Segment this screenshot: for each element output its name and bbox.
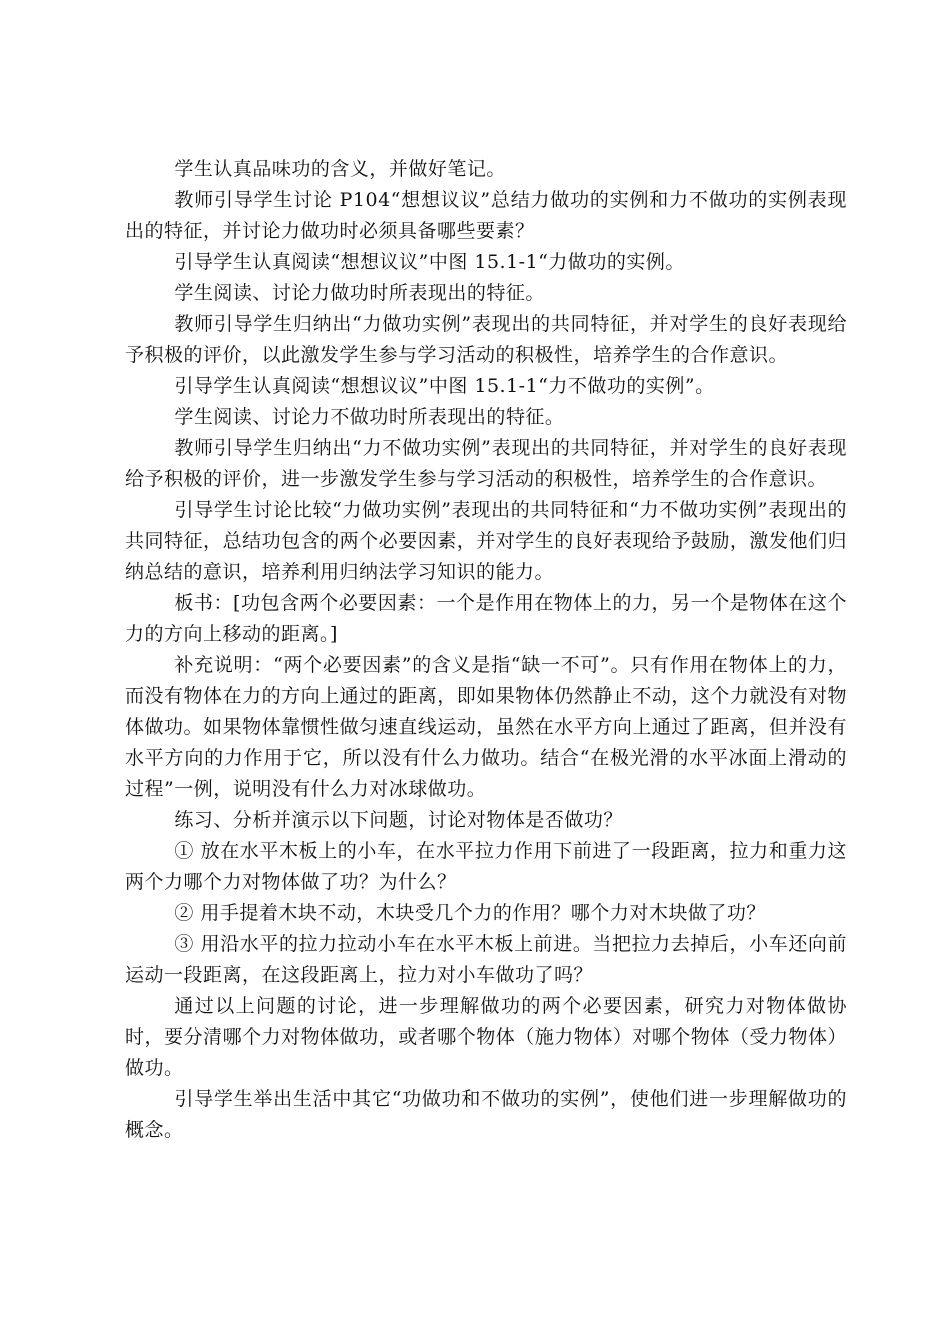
paragraph-student-discuss-work: 学生阅读、讨论力做功时所表现出的特征。 [174, 282, 545, 304]
paragraph-supplementary-note: 补充说明：“两个必要因素”的含义是指“缺一不可”。只有作用在物体上的力，而没有物体在力的方向上通过的距离，即如果物体仍然静止不动，这个力就没有对物体做功。如果物体靠惯性做匀速直线运动，虽然在水平方向上通过了距离，但并没有水平方向的力作用于它，所以没有什么力做功。结合“在极光滑的水平冰面上滑动的过程”一例，说明没有什么力对冰球做功。 [125, 654, 847, 800]
paragraph-life-examples: 引导学生举出生活中其它“功做功和不做功的实例”，使他们进一步理解做功的概念。 [125, 1088, 847, 1141]
paragraph-read-figure-no-work: 引导学生认真阅读“想想议议”中图 15.1-1“力不做功的实例”。 [174, 375, 715, 397]
paragraph-compare-factors: 引导学生讨论比较“力做功实例”表现出的共同特征和“力不做功实例”表现出的共同特征，总结功包含的两个必要因素，并对学生的良好表现给予鼓励，激发他们归纳总结的意识，培养利用归纳法学习知识的能力。 [125, 499, 847, 583]
paragraph-student-notes: 学生认真品味功的含义，并做好笔记。 [174, 158, 506, 180]
paragraph-understand-factors: 通过以上问题的讨论，进一步理解做功的两个必要因素，研究力对物体做协时，要分清哪个力对物体做功，或者哪个物体（施力物体）对哪个物体（受力物体）做功。 [125, 995, 847, 1079]
paragraph-exercise-intro: 练习、分析并演示以下问题，讨论对物体是否做功？ [174, 809, 623, 831]
paragraph-student-discuss-no-work: 学生阅读、讨论力不做功时所表现出的特征。 [174, 406, 565, 428]
exercise-item-1: ① 放在水平木板上的小车，在水平拉力作用下前进了一段距离，拉力和重力这两个力哪个力对物体做了功？为什么？ [125, 840, 847, 893]
exercise-item-2: ② 用手提着木块不动，木块受几个力的作用？哪个力对木块做了功？ [174, 902, 766, 924]
paragraph-read-figure-work: 引导学生认真阅读“想想议议”中图 15.1-1“力做功的实例。 [174, 251, 685, 273]
exercise-item-3: ③ 用沿水平的拉力拉动小车在水平木板上前进。当把拉力去掉后，小车还向前运动一段距离，在这段距离上，拉力对小车做功了吗？ [125, 933, 847, 986]
paragraph-discussion-p104: 教师引导学生讨论 P104“想想议议”总结力做功的实例和力不做功的实例表现出的特征，并讨论力做功时必须具备哪些要素？ [125, 189, 847, 242]
document-body [125, 154, 847, 1146]
paragraph-summarize-no-work-examples: 教师引导学生归纳出“力不做功实例”表现出的共同特征，并对学生的良好表现给予积极的评价，进一步激发学生参与学习活动的积极性，培养学生的合作意识。 [125, 437, 847, 490]
paragraph-blackboard-note: 板书：[功包含两个必要因素：一个是作用在物体上的力，另一个是物体在这个力的方向上移动的距离。] [125, 592, 847, 645]
paragraph-summarize-work-examples: 教师引导学生归纳出“力做功实例”表现出的共同特征，并对学生的良好表现给予积极的评价，以此激发学生参与学习活动的积极性，培养学生的合作意识。 [125, 313, 847, 366]
